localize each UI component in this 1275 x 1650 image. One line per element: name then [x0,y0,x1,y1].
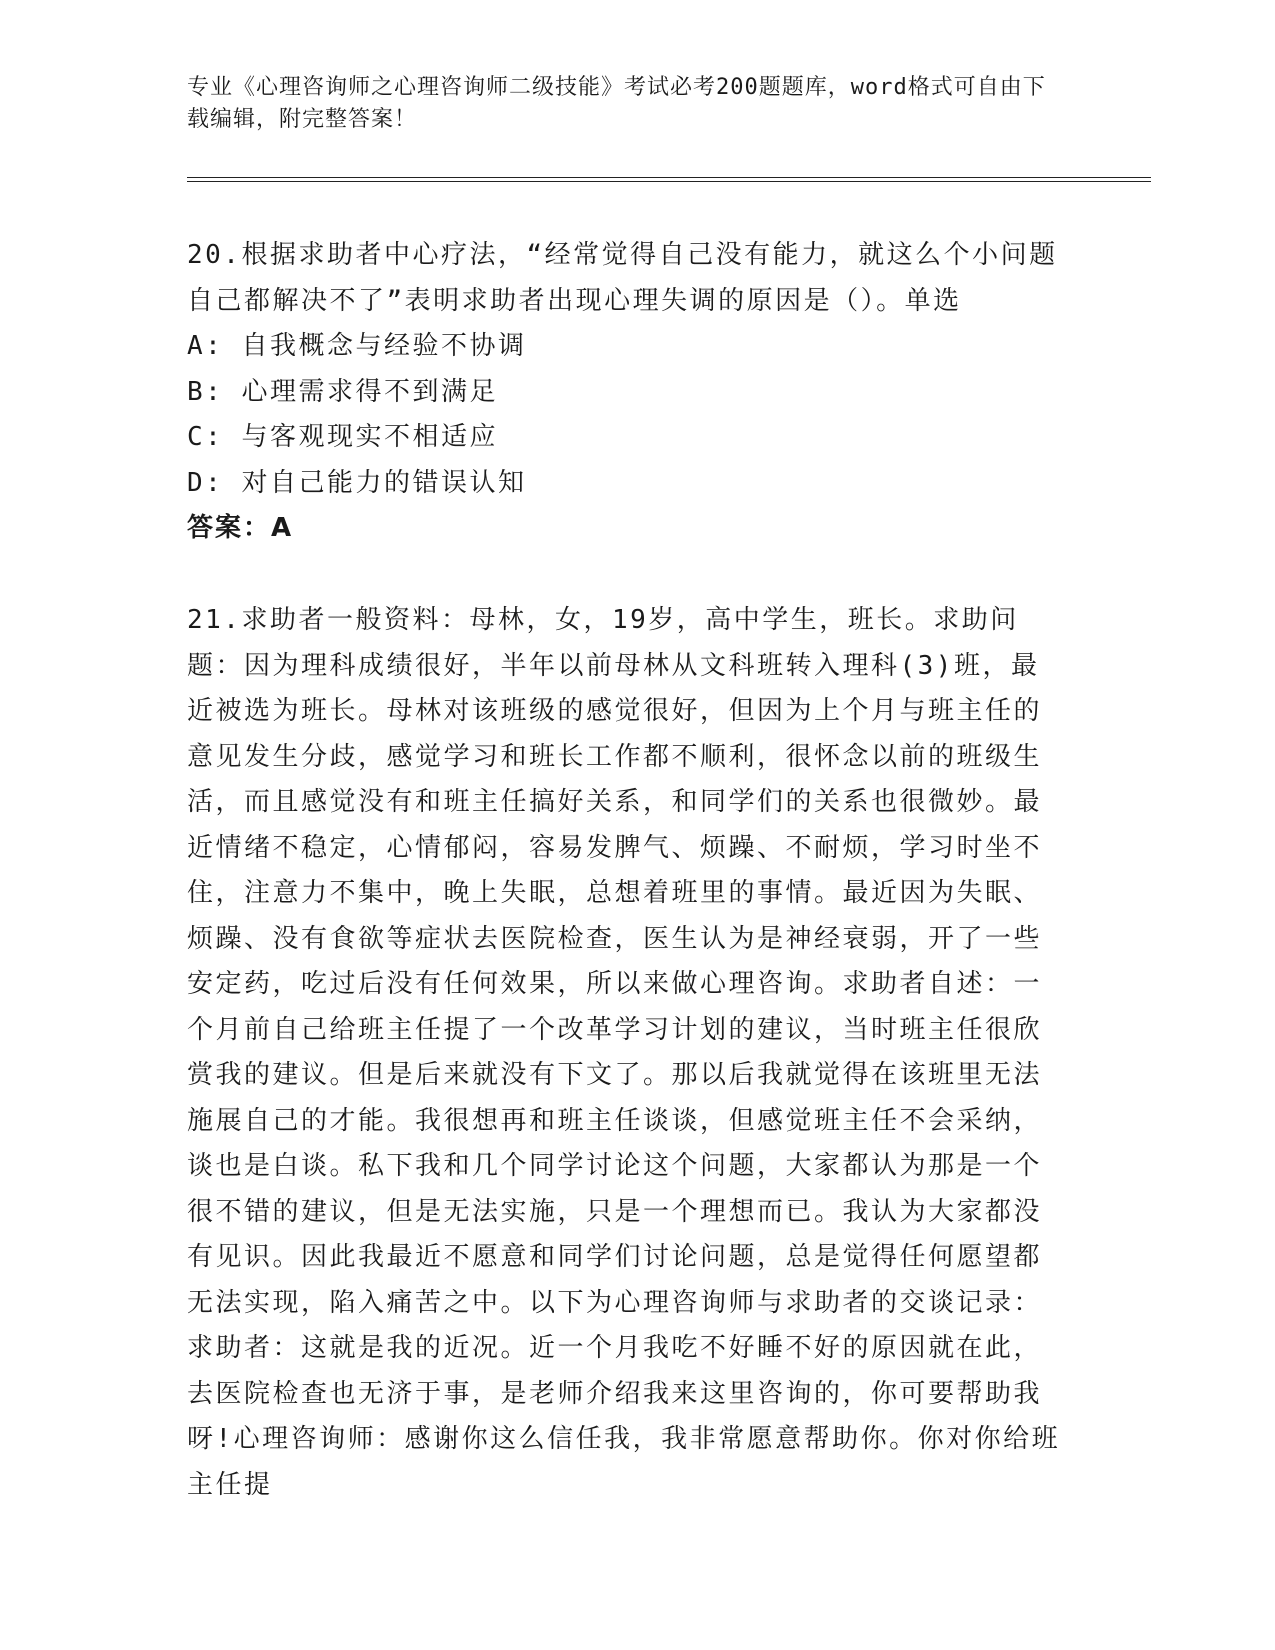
question-21-text: 21.求助者一般资料：母林，女，19岁，高中学生，班长。求助问题：因为理科成绩很好，半年以前母林从文科班转入理科(3)班，最近被选为班长。母林对该班级的感觉很好，但因为上个月与班主任的意见发生分歧，感觉学习和班长工作都不顺利，很怀念以前的班级生活，而且感觉没有和班主任搞好关系，和同学们的关系也很微妙。最近情绪不稳定，心情郁闷，容易发脾气、烦躁、不耐烦，学习时坐不住，注意力不集中，晚上失眠，总想着班里的事情。最近因为失眠、烦躁、没有食欲等症状去医院检查，医生认为是神经衰弱，开了一些安定药，吃过后没有任何效果，所以来做心理咨询。求助者自述：一个月前自己给班主任提了一个改革学习计划的建议，当时班主任很欣赏我的建议。但是后来就没有下文了。那以后我就觉得在该班里无法施展自己的才能。我很想再和班主任谈谈，但感觉班主任不会采纳，谈也是白谈。私下我和几个同学讨论这个问题，大家都认为那是一个很不错的建议，但是无法实施，只是一个理想而已。我认为大家都没有见识。因此我最近不愿意和同学们讨论问题，总是觉得任何愿望都无法实现，陷入痛苦之中。以下为心理咨询师与求助者的交谈记录：求助者：这就是我的近况。近一个月我吃不好睡不好的原因就在此，去医院检查也无济于事，是老师介绍我来这里咨询的，你可要帮助我呀!心理咨询师：感谢你这么信任我，我非常愿意帮助你。你对你给班主任提 [187,605,1061,1500]
page-header [187,72,1067,136]
option-b: B: 心理需求得不到满足 [187,376,498,407]
answer-label: 答案：A [187,513,294,543]
option-c: C: 与客观现实不相适应 [187,422,498,452]
option-a: A: 自我概念与经验不协调 [187,331,527,361]
header-title: 专业《心理咨询师之心理咨询师二级技能》考试必考200题题库，word格式可自由下载编辑，附完整答案！ [187,75,1046,132]
header-divider-double [187,181,1151,182]
header-divider [187,177,1151,178]
question-21 [187,598,1067,1508]
question-20-text: 20.根据求助者中心疗法，“经常觉得自己没有能力，就这么个小问题自己都解决不了”表明求助者出现心理失调的原因是（）。单选 [187,240,1058,316]
question-20 [187,233,1067,552]
option-d: D: 对自己能力的错误认知 [187,467,527,498]
